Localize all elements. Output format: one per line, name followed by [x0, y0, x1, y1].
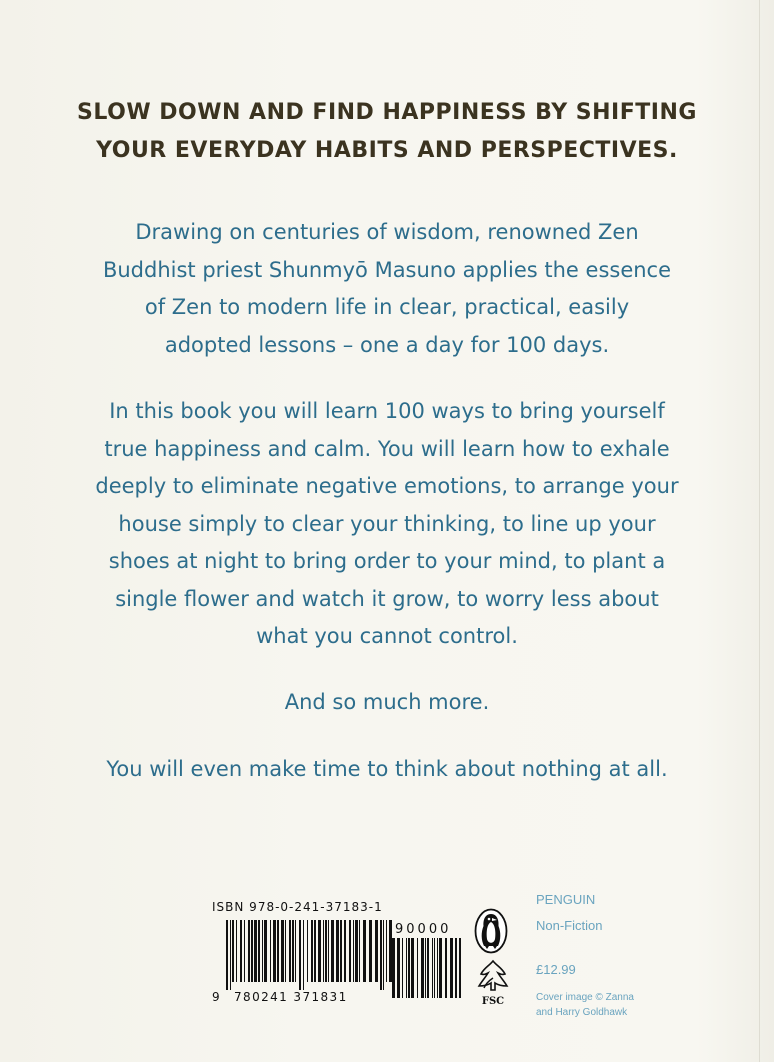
text-line: Drawing on centuries of wisdom, renowned Zen [135, 220, 639, 244]
cover-edge [759, 0, 760, 1062]
text-line: You will even make time to think about nothing at all. [106, 757, 668, 781]
barcode-bar [314, 920, 316, 982]
blurb-paragraph-1 [40, 214, 734, 364]
barcode-bar [285, 920, 286, 982]
blurb-paragraph-3 [40, 684, 734, 722]
barcode-bar [325, 920, 327, 982]
barcode-bar [427, 938, 429, 998]
barcode-bar [295, 920, 296, 982]
barcode-bar [450, 938, 453, 998]
text-line: single flower and watch it grow, to worry less about [115, 586, 659, 611]
barcode-bar [411, 938, 414, 998]
barcode-bar [406, 938, 407, 998]
category-label: Non-Fiction [536, 918, 603, 933]
barcode-bar [270, 920, 271, 982]
barcode-bar [437, 938, 438, 998]
text-line: Buddhist priest Shunmyō Masuno applies the essence [102, 257, 672, 282]
blurb-paragraph-2 [40, 393, 734, 656]
barcode-bar [248, 920, 250, 982]
barcode-bar [355, 920, 358, 982]
barcode-bar [236, 920, 237, 982]
barcode-bar [459, 938, 461, 998]
barcode-bar [244, 920, 245, 982]
barcode-bar [353, 920, 354, 982]
barcode-bar [311, 920, 313, 982]
barcode-bar [232, 920, 234, 982]
penguin-logo [474, 908, 508, 954]
barcode-bar [289, 920, 291, 982]
ean-barcode [226, 920, 394, 990]
barcode-bar [386, 920, 387, 982]
barcode-bar [254, 920, 257, 982]
barcode-bar [369, 920, 372, 982]
barcode-bar [251, 920, 253, 982]
barcode-bar [226, 920, 228, 990]
price-label: £12.99 [536, 962, 576, 977]
barcode-bar [344, 920, 346, 982]
barcode-bar [397, 938, 400, 998]
barcode-bar [392, 938, 395, 998]
barcode-bar [277, 920, 279, 982]
isbn-label: ISBN 978-0-241-37183-1 [212, 900, 383, 914]
barcode-bar [303, 920, 304, 990]
barcode-bar [340, 920, 342, 982]
barcode-bar [417, 938, 418, 998]
barcode-bar [240, 920, 242, 982]
barcode-bar [408, 938, 410, 998]
blurb-paragraph-4 [40, 751, 734, 789]
barcode-bar [331, 920, 334, 982]
barcode-bar [307, 920, 308, 982]
barcode-bar [258, 920, 260, 982]
barcode-bar [432, 938, 433, 998]
cover-credit [536, 990, 634, 1020]
barcode-lead-digit: 9 [212, 990, 220, 1004]
barcode-bar [425, 938, 426, 998]
barcode-bar [318, 920, 321, 982]
text-line: In this book you will learn 100 ways to bring yourself [109, 399, 665, 423]
fsc-logo [474, 958, 512, 1008]
text-line: house simply to clear your thinking, to line up your [118, 511, 656, 536]
barcode-addon-digits: 90000 [395, 922, 452, 937]
barcode-bar [439, 938, 442, 998]
credit-line: and Harry Goldhawk [536, 1007, 628, 1018]
barcode-bar [281, 920, 284, 982]
headline-line: YOUR EVERYDAY HABITS AND PERSPECTIVES. [96, 138, 678, 163]
text-line: adopted lessons – one a day for 100 days. [164, 332, 610, 357]
text-line: deeply to eliminate negative emotions, to arrange your [95, 474, 679, 498]
text-line: what you cannot control. [256, 624, 518, 648]
text-line: true happiness and calm. You will learn how to exhale [104, 436, 670, 461]
barcode-bar [299, 920, 301, 990]
credit-line: Cover image © Zanna [536, 992, 634, 1003]
barcode-bar [383, 920, 384, 990]
barcode-bar [292, 920, 294, 982]
text-line: of Zen to modern life in clear, practical, easily [144, 295, 630, 319]
barcode-bar [455, 938, 457, 998]
barcode-bar [328, 920, 329, 982]
barcode-bar [421, 938, 424, 998]
headline [40, 94, 734, 170]
barcode-bar [262, 920, 263, 982]
barcode-bar [434, 938, 435, 998]
barcode-bar [230, 920, 231, 990]
barcode-bar [380, 920, 382, 990]
publisher-name: PENGUIN [536, 892, 596, 907]
barcode-bar [402, 938, 403, 998]
headline-line: SLOW DOWN AND FIND HAPPINESS BY SHIFTING [77, 100, 697, 125]
barcode-bar [359, 920, 360, 982]
barcode-bar [336, 920, 339, 982]
barcode-bar [375, 920, 378, 982]
barcode-bar [363, 920, 366, 982]
barcode-bar [445, 938, 447, 998]
barcode-bar [323, 920, 324, 982]
fsc-label: FSC [481, 996, 505, 1007]
text-line: shoes at night to bring order to your mind, to plant a [108, 549, 666, 573]
barcode-bar [349, 920, 351, 982]
text-line: And so much more. [284, 690, 490, 714]
barcode-bar [273, 920, 276, 982]
barcode-digits: 780241 371831 [234, 990, 348, 1004]
addon-barcode [392, 938, 462, 1006]
barcode-bar [264, 920, 267, 982]
